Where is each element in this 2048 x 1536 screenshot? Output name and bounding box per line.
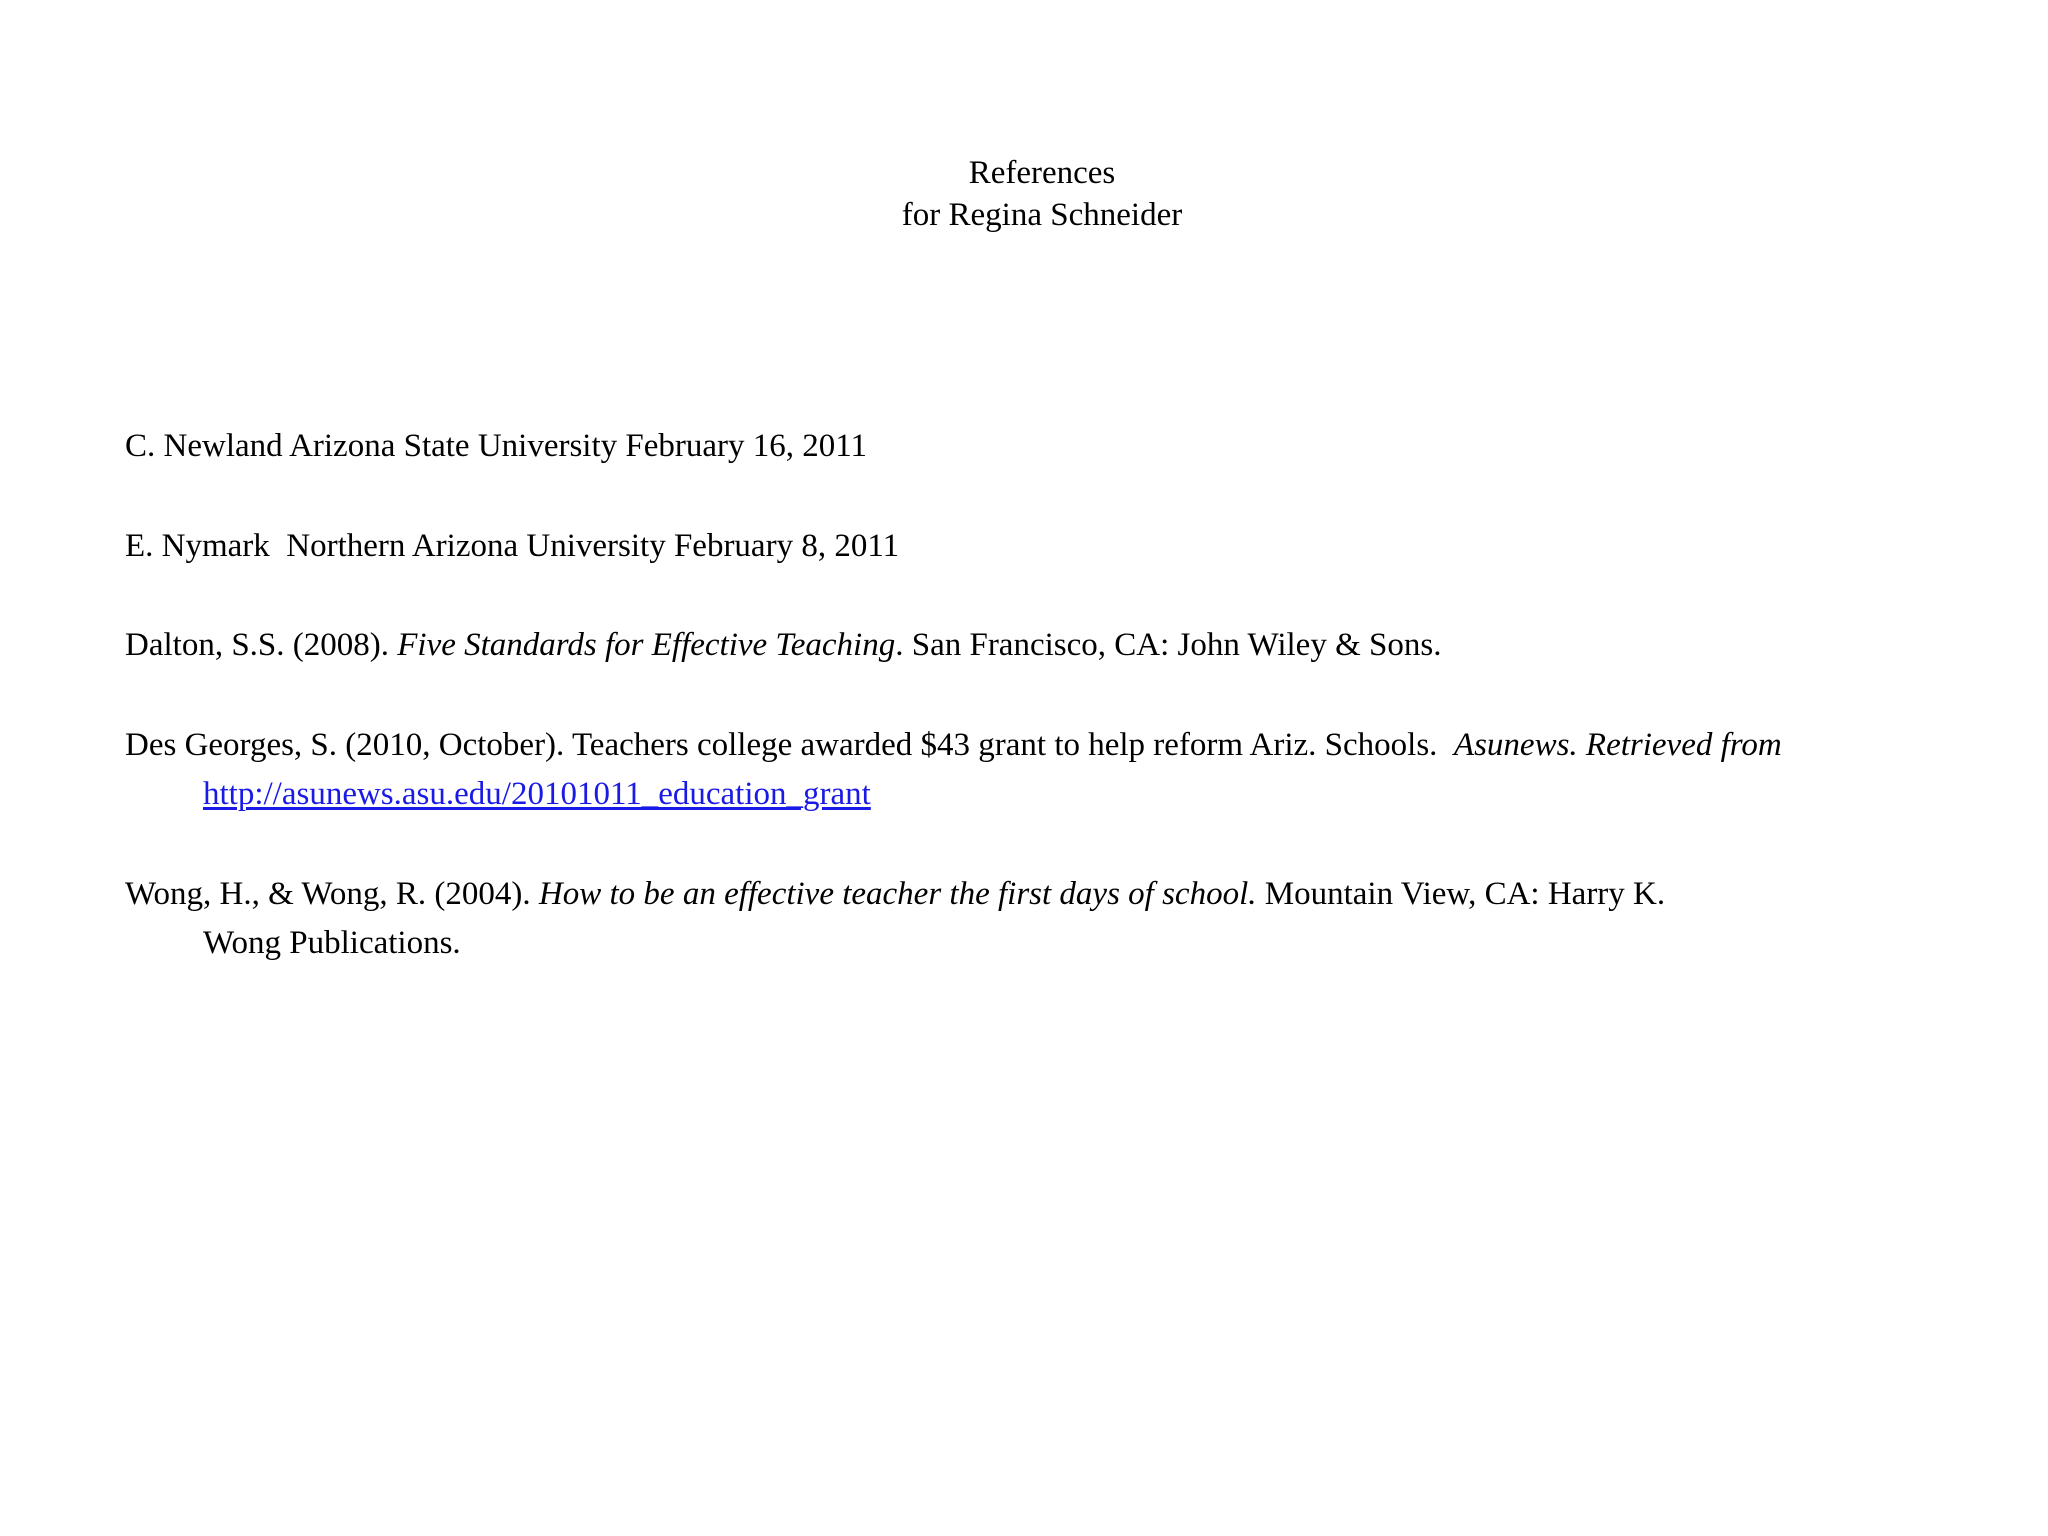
reference-url-link[interactable]: http://asunews.asu.edu/20101011_education_grant <box>203 776 871 812</box>
reference-lead: Dalton, S.S. (2008). <box>125 627 398 663</box>
reference-lead: Wong, H., & Wong, R. (2004). <box>125 876 539 912</box>
reference-text: E. Nymark Northern Arizona University February 8, 2011 <box>125 528 900 564</box>
reference-text: C. Newland Arizona State University February 16, 2011 <box>125 428 868 464</box>
reference-wong <box>125 870 2025 968</box>
reference-source: Asunews. Retrieved from <box>1453 727 1782 763</box>
reference-continuation <box>125 770 2025 819</box>
reference-book-title: Five Standards for Effective Teaching <box>397 627 896 663</box>
page-subtitle: for Regina Schneider <box>901 197 1183 233</box>
reference-dalton <box>125 621 2025 670</box>
reference-tail: Mountain View, CA: Harry K. <box>1256 876 1666 912</box>
reference-nymark <box>125 522 2025 571</box>
page-title: References <box>968 155 1116 191</box>
reference-tail: . San Francisco, CA: John Wiley & Sons. <box>895 627 1442 663</box>
reference-book-title: How to be an effective teacher the first days of school. <box>538 876 1257 912</box>
title-block <box>0 152 2048 236</box>
reference-lead: Des Georges, S. (2010, October). Teachers college awarded $43 grant to help reform Ariz. Schools. <box>125 727 1454 763</box>
reference-continuation: Wong Publications. <box>203 925 461 961</box>
reference-newland <box>125 422 2025 471</box>
reference-des-georges <box>125 721 2025 819</box>
